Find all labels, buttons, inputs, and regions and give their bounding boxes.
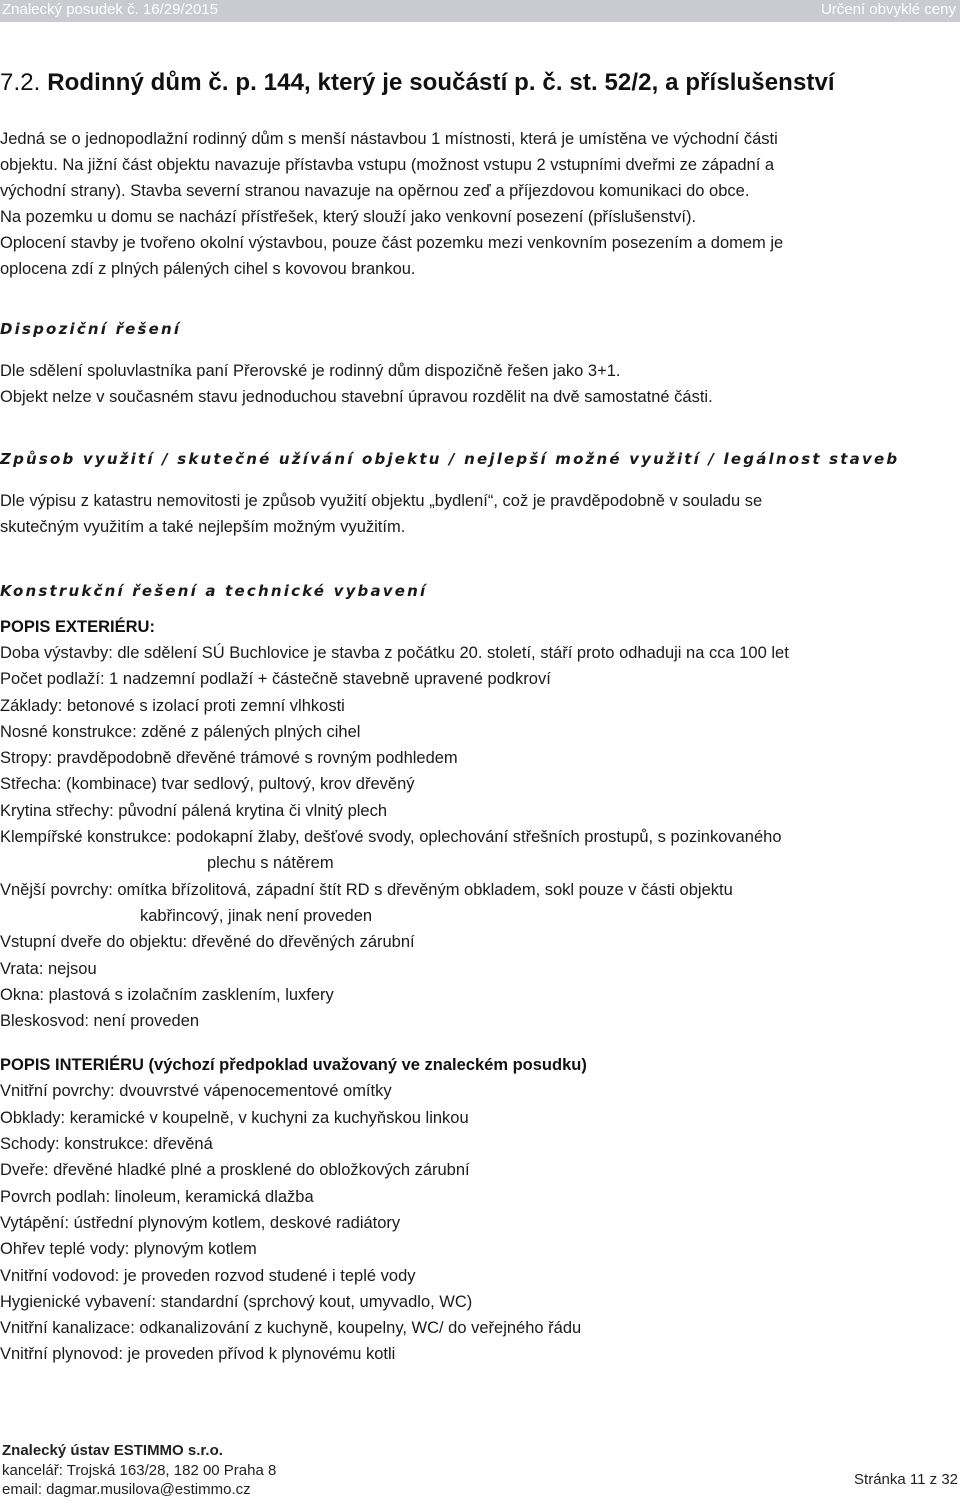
- intro-line: objektu. Na jižní část objektu navazuje přístavba vstupu (možnost vstupu 2 vstupními dveřmi ze západní a: [0, 156, 775, 174]
- interior-item: Vytápění: ústřední plynovým kotlem, deskové radiátory: [0, 1213, 401, 1232]
- disposition-line: Dle sdělení spoluvlastníka paní Přerovské je rodinný dům dispozičně řešen jako 3+1.: [0, 362, 621, 380]
- intro-paragraph: [0, 126, 955, 282]
- interior-item: Hygienické vybavení: standardní (sprchový kout, umyvadlo, WC): [0, 1292, 473, 1311]
- interior-item: Ohřev teplé vody: plynovým kotlem: [0, 1240, 257, 1259]
- intro-line: Oplocení stavby je tvořeno okolní výstavbou, pouze část pozemku mezi venkovním posezením a domem je: [0, 234, 784, 252]
- interior-item: Obklady: keramické v koupelně, v kuchyni za kuchyňskou linkou: [0, 1108, 469, 1127]
- interior-heading: POPIS INTERIÉRU (výchozí předpoklad uvažovaný ve znaleckém posudku): [0, 1056, 587, 1075]
- interior-item: Dveře: dřevěné hladké plné a prosklené do obložkových zárubní: [0, 1161, 470, 1180]
- exterior-item-text: Střecha: (kombinace) tvar sedlový, pultový, krov dřevěný: [0, 775, 415, 794]
- interior-item: Vnitřní povrchy: dvouvrstvé vápenocementové omítky: [0, 1082, 392, 1101]
- section-title-text: Rodinný dům č. p. 144, který je součástí p. č. st. 52/2, a příslušenství: [47, 69, 835, 96]
- exterior-item: [0, 956, 955, 982]
- exterior-item: [0, 666, 955, 692]
- disposition-heading: Dispoziční řešení: [0, 320, 182, 338]
- exterior-item: [0, 877, 955, 930]
- exterior-item: [0, 719, 955, 745]
- exterior-item-continuation: plechu s nátěrem: [207, 854, 334, 873]
- intro-line: východní strany). Stavba severní stranou navazuje na opěrnou zeď a příjezdovou komunikaci do obce.: [0, 182, 750, 200]
- exterior-item: [0, 824, 955, 877]
- section-title: [0, 68, 955, 98]
- exterior-item-text: Bleskosvod: není proveden: [0, 1012, 200, 1031]
- exterior-item-text: Základy: betonové s izolací proti zemní vlhkosti: [0, 696, 345, 715]
- page-number: Stránka 11 z 32: [854, 1471, 958, 1488]
- header-section-title: Určení obvyklé ceny: [820, 1, 956, 18]
- interior-item: Vnitřní vodovod: je proveden rozvod studené i teplé vody: [0, 1266, 416, 1285]
- exterior-item-text: Doba výstavby: dle sdělení SÚ Buchlovice je stavba z počátku 20. století, stáří proto odhaduji na cca 100 let: [0, 644, 789, 662]
- intro-line: Na pozemku u domu se nachází přístřešek, který slouží jako venkovní posezení (příslušenství).: [0, 208, 697, 226]
- exterior-item: [0, 771, 955, 797]
- exterior-list: [0, 640, 955, 1034]
- document-body: [0, 68, 955, 1368]
- exterior-item-text: Vstupní dveře do objektu: dřevěné do dřevěných zárubní: [0, 933, 415, 952]
- exterior-item: [0, 929, 955, 955]
- exterior-item-continuation: kabřincový, jinak není proveden: [140, 906, 373, 925]
- footer-company: Znalecký ústav ESTIMMO s.r.o.: [2, 1442, 223, 1459]
- construction-heading: Konstrukční řešení a technické vybavení: [0, 582, 428, 600]
- usage-line: skutečným využitím a také nejlepším možným využitím.: [0, 518, 406, 536]
- exterior-item: [0, 798, 955, 824]
- page-footer: [2, 1441, 958, 1499]
- exterior-heading: POPIS EXTERIÉRU:: [0, 618, 155, 636]
- exterior-item: [0, 982, 955, 1008]
- section-number: 7.2.: [0, 69, 41, 96]
- footer-email: email: dagmar.musilova@estimmo.cz: [2, 1481, 251, 1498]
- exterior-item-text: Klempířské konstrukce: podokapní žlaby, dešťové svody, oplechování střešních prostupů, s pozinkovaného: [0, 828, 782, 847]
- interior-list: [0, 1078, 955, 1367]
- usage-heading: Způsob využití / skutečné užívání objektu / nejlepší možné využití / legálnost staveb: [0, 450, 900, 468]
- exterior-item-text: Vnější povrchy: omítka břízolitová, západní štít RD s dřevěným obkladem, sokl pouze v části objektu: [0, 880, 733, 899]
- interior-item: Vnitřní plynovod: je proveden přívod k plynovému kotli: [0, 1345, 396, 1364]
- usage-line: Dle výpisu z katastru nemovitosti je způsob využití objektu „bydlení“, což je pravděpodobně v souladu se: [0, 492, 763, 510]
- disposition-line: Objekt nelze v současném stavu jednoduchou stavební úpravou rozdělit na dvě samostatné části.: [0, 388, 713, 406]
- exterior-item: [0, 693, 955, 719]
- exterior-item-text: Krytina střechy: původní pálená krytina či vlnitý plech: [0, 801, 388, 820]
- exterior-item: [0, 745, 955, 771]
- exterior-item-text: Stropy: pravděpodobně dřevěné trámové s rovným podhledem: [0, 749, 458, 768]
- interior-item: Vnitřní kanalizace: odkanalizování z kuchyně, koupelny, WC/ do veřejného řádu: [0, 1319, 582, 1338]
- exterior-item-text: Počet podlaží: 1 nadzemní podlaží + částečně stavebně upravené podkroví: [0, 670, 551, 689]
- exterior-item-text: Vrata: nejsou: [0, 959, 97, 978]
- interior-item: Schody: konstrukce: dřevěná: [0, 1135, 213, 1154]
- intro-line: Jedná se o jednopodlažní rodinný dům s menší nástavbou 1 místnosti, která je umístěna ve východní části: [0, 130, 778, 148]
- page-header: [0, 0, 960, 22]
- exterior-item-text: Okna: plastová s izolačním zasklením, luxfery: [0, 985, 334, 1004]
- exterior-item: [0, 640, 955, 666]
- usage-text: [0, 488, 955, 540]
- header-document-title: Znalecký posudek č. 16/29/2015: [2, 1, 218, 18]
- footer-address: kancelář: Trojská 163/28, 182 00 Praha 8: [2, 1462, 277, 1479]
- intro-line: oplocena zdí z plných pálených cihel s kovovou brankou.: [0, 260, 416, 278]
- exterior-item: [0, 1008, 955, 1034]
- disposition-text: [0, 358, 955, 410]
- interior-item: Povrch podlah: linoleum, keramická dlažba: [0, 1187, 314, 1206]
- exterior-item-text: Nosné konstrukce: zděné z pálených plných cihel: [0, 722, 361, 741]
